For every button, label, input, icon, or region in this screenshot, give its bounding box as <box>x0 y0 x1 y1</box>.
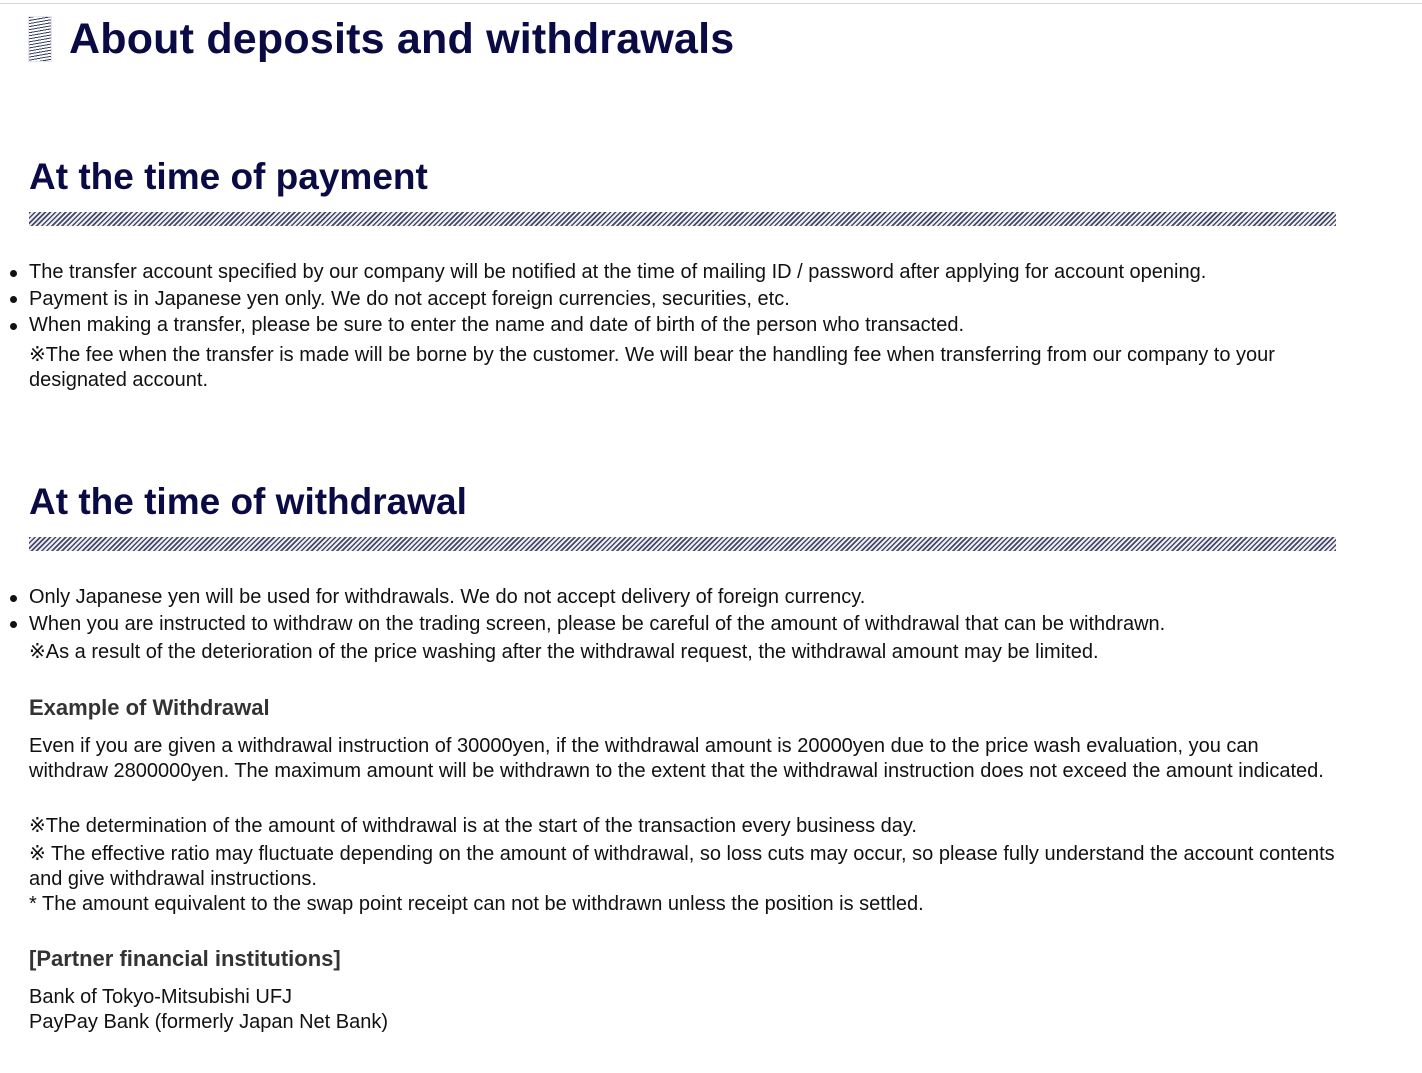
payment-hatch-divider <box>29 212 1336 226</box>
partner-bank-item: Bank of Tokyo-Mitsubishi UFJ <box>29 986 293 1008</box>
withdrawal-notes <box>29 814 1336 917</box>
list-item <box>29 584 1336 611</box>
withdrawal-note-1: ※The determination of the amount of withdrawal is at the start of the transaction every business day. <box>29 815 917 837</box>
list-item <box>29 312 1336 339</box>
withdrawal-bullet-list <box>29 584 1336 637</box>
top-border-line <box>0 0 1422 4</box>
page-title: About deposits and withdrawals <box>69 15 735 63</box>
list-item-text: When you are instructed to withdraw on the trading screen, please be careful of the amount of withdrawal that can be withdrawn. <box>29 612 1166 635</box>
payment-heading: At the time of payment <box>29 156 428 197</box>
partner-bank-list <box>29 985 1336 1035</box>
list-item-text: The transfer account specified by our company will be notified at the time of mailing ID / password after applying for account opening. <box>29 261 1207 283</box>
bullet-dot-icon <box>10 270 17 277</box>
withdrawal-note-3: * The amount equivalent to the swap point receipt can not be withdrawn unless the position is settled. <box>29 893 924 915</box>
bullet-dot-icon <box>10 595 17 602</box>
bullet-dot-icon <box>10 296 17 303</box>
withdrawal-hatch-divider <box>29 537 1336 551</box>
example-heading: Example of Withdrawal <box>29 695 270 720</box>
list-item-text: Payment is in Japanese yen only. We do not accept foreign currencies, securities, etc. <box>29 287 790 310</box>
withdrawal-heading: At the time of withdrawal <box>29 481 467 522</box>
withdrawal-limit-note: ※As a result of the deterioration of the price washing after the withdrawal request, the withdrawal amount may be limited. <box>29 641 1099 663</box>
example-text: Even if you are given a withdrawal instruction of 30000yen, if the withdrawal amount is 20000yen due to the price wash evaluation, you can withdraw 2800000yen. The maximum amount will be withdrawn to the extent that the withdrawal instruction does not exceed the amount indicated. <box>29 735 1324 782</box>
title-stripe-icon <box>28 16 52 62</box>
withdrawal-note-2: ※ The effective ratio may fluctuate depending on the amount of withdrawal, so loss cuts may occur, so please fully understand the account contents and give withdrawal instructions. <box>29 843 1335 890</box>
list-item-text: Only Japanese yen will be used for withdrawals. We do not accept delivery of foreign currency. <box>29 586 866 608</box>
list-item-text: When making a transfer, please be sure to enter the name and date of birth of the person who transacted. <box>29 314 965 336</box>
payment-section <box>29 155 1336 393</box>
page-header <box>28 14 734 64</box>
partner-bank-item: PayPay Bank (formerly Japan Net Bank) <box>29 1011 389 1033</box>
withdrawal-section <box>29 480 1336 1035</box>
list-item <box>29 611 1336 638</box>
payment-bullet-list <box>29 259 1336 339</box>
list-item <box>29 286 1336 313</box>
bullet-dot-icon <box>10 621 17 628</box>
bullet-dot-icon <box>10 323 17 330</box>
payment-fee-note: ※The fee when the transfer is made will be borne by the customer. We will bear the handling fee when transferring from our company to your designated account. <box>29 343 1275 391</box>
partners-heading: [Partner financial institutions] <box>29 946 341 971</box>
list-item <box>29 259 1336 286</box>
